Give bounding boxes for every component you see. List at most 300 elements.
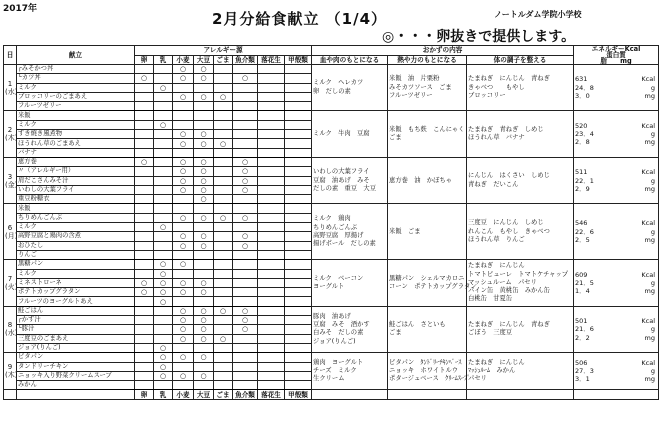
ingredient-line: チーズ ミルク bbox=[313, 367, 357, 375]
allergen-mark: ○ bbox=[173, 185, 194, 194]
allergen-header: 魚介類 bbox=[233, 55, 258, 65]
ingredient-line: 高野豆腐 厚揚げ bbox=[313, 231, 364, 239]
allergen-mark bbox=[135, 204, 154, 213]
allergen-mark bbox=[154, 250, 173, 259]
allergen-mark bbox=[135, 381, 154, 390]
nutrition-line bbox=[575, 317, 657, 325]
allergen-mark bbox=[135, 325, 154, 334]
allergen-mark bbox=[135, 102, 154, 111]
ingredient-line: 黒糖パン シェルマカロニ bbox=[389, 274, 465, 282]
allergen-mark bbox=[154, 325, 173, 334]
allergen-mark bbox=[173, 381, 194, 390]
nutrition-line bbox=[575, 219, 657, 227]
allergen-mark: ○ bbox=[233, 306, 258, 315]
allergen-mark bbox=[258, 334, 285, 343]
day-cell bbox=[4, 353, 17, 390]
allergen-mark bbox=[285, 241, 312, 250]
allergen-mark bbox=[214, 269, 233, 278]
nutrition-line bbox=[575, 325, 657, 333]
allergen-mark bbox=[214, 362, 233, 371]
allergen-mark: ○ bbox=[173, 353, 194, 362]
allergen-mark bbox=[258, 223, 285, 232]
allergen-mark bbox=[194, 102, 214, 111]
allergen-footer: 落花生 bbox=[258, 390, 285, 399]
school-name: ノートルダム学院小学校 bbox=[494, 10, 582, 19]
allergen-mark bbox=[214, 176, 233, 185]
allergen-mark bbox=[154, 148, 173, 157]
allergen-mark bbox=[194, 250, 214, 259]
ingredient-line: 豚肉 油あげ bbox=[313, 312, 351, 320]
nutrition-values bbox=[574, 204, 659, 260]
allergen-mark: ○ bbox=[194, 353, 214, 362]
allergen-mark bbox=[233, 278, 258, 287]
day-of-week: (木) bbox=[5, 371, 18, 380]
allergen-mark bbox=[285, 102, 312, 111]
allergen-mark: ○ bbox=[194, 278, 214, 287]
table-row bbox=[4, 204, 659, 213]
yellow-ingredients bbox=[388, 65, 467, 111]
dish-name: 重豆粉糖衣 bbox=[17, 195, 135, 204]
yellow-ingredients bbox=[388, 260, 477, 306]
allergen-header: 甲殻類 bbox=[285, 55, 312, 65]
footer-blank bbox=[17, 390, 135, 399]
green-ingredients bbox=[467, 111, 574, 157]
allergen-mark: ○ bbox=[214, 306, 233, 315]
allergen-mark bbox=[258, 353, 285, 362]
allergen-mark bbox=[285, 250, 312, 259]
ingredient-line: ﾏｯｼｭﾙｰﾑ みかん bbox=[468, 367, 516, 375]
allergen-mark: ○ bbox=[194, 288, 214, 297]
allergen-mark bbox=[154, 74, 173, 83]
allergen-mark bbox=[285, 157, 312, 166]
nutrition-value: 21．6 bbox=[575, 325, 594, 334]
ingredient-line: 米飯 油 片栗粉 bbox=[389, 75, 440, 83]
allergen-mark bbox=[285, 65, 312, 74]
nutrition-unit: mg bbox=[644, 287, 656, 296]
nutrition-unit: g bbox=[650, 130, 656, 139]
allergen-mark bbox=[214, 353, 233, 362]
allergen-mark bbox=[258, 185, 285, 194]
dish-name: 米飯 bbox=[17, 204, 135, 213]
nutrition-value: 3．0 bbox=[575, 91, 590, 100]
allergen-mark: ○ bbox=[173, 74, 194, 83]
nutrition-line bbox=[575, 375, 657, 383]
nutrition-value: 506 bbox=[575, 358, 588, 367]
ingredient-line: ミルク 牛肉 豆腐 bbox=[313, 130, 370, 138]
nutrition-unit: g bbox=[650, 367, 656, 376]
allergy-group-header: アレルギー源 bbox=[135, 46, 312, 56]
ingredient-line: たまねぎ にんじん bbox=[468, 358, 525, 366]
dish-name: 鮭ごはん bbox=[17, 306, 135, 315]
allergen-mark bbox=[173, 343, 194, 352]
ingredient-line: たまねぎ にんじん 青ねぎ bbox=[468, 75, 550, 83]
allergen-header: 落花生 bbox=[258, 55, 285, 65]
allergen-mark bbox=[258, 167, 285, 176]
allergen-footer: 乳 bbox=[154, 390, 173, 399]
allergen-mark bbox=[233, 250, 258, 259]
allergen-mark bbox=[258, 278, 285, 287]
red-group-header: 血や肉のもとになる bbox=[312, 55, 388, 65]
allergen-mark: ○ bbox=[214, 92, 233, 101]
allergen-mark: ○ bbox=[214, 213, 233, 222]
dish-name: ┌みそかつ丼 bbox=[17, 65, 135, 74]
allergen-mark: ○ bbox=[194, 371, 214, 380]
allergen-mark bbox=[214, 381, 233, 390]
allergen-mark bbox=[173, 204, 194, 213]
dish-name: ポテトカップグラタン bbox=[17, 288, 135, 297]
nutrition-values bbox=[574, 111, 659, 157]
ingredient-line: たまねぎ にんじん 青ねぎ bbox=[468, 321, 550, 329]
allergen-mark bbox=[258, 362, 285, 371]
red-ingredients bbox=[312, 157, 388, 203]
allergen-mark: ○ bbox=[194, 232, 214, 241]
nutrition-unit: Kcal bbox=[641, 75, 656, 84]
allergen-mark bbox=[154, 213, 173, 222]
ingredient-line: ブロッコリー bbox=[468, 91, 506, 99]
dish-name: りんご bbox=[17, 250, 135, 259]
nutrition-value: 631 bbox=[575, 75, 588, 84]
yellow-ingredients bbox=[388, 111, 467, 157]
allergen-mark bbox=[154, 195, 173, 204]
allergen-mark bbox=[285, 74, 312, 83]
nutrition-line bbox=[575, 84, 657, 92]
nutrition-values bbox=[574, 353, 659, 390]
allergen-mark bbox=[258, 269, 285, 278]
allergen-mark bbox=[214, 130, 233, 139]
allergen-footer: 魚介類 bbox=[233, 390, 258, 399]
allergen-mark bbox=[214, 120, 233, 129]
allergen-mark: ○ bbox=[233, 167, 258, 176]
allergen-mark: ○ bbox=[173, 157, 194, 166]
green-ingredients bbox=[467, 353, 574, 390]
allergen-header: 大豆 bbox=[194, 55, 214, 65]
allergen-mark: ○ bbox=[154, 269, 173, 278]
red-ingredients bbox=[312, 65, 388, 111]
allergen-mark bbox=[135, 92, 154, 101]
green-group-header: 体の調子を整える bbox=[467, 55, 574, 65]
allergen-mark: ○ bbox=[233, 325, 258, 334]
ingredients-group-header: おかずの内容 bbox=[312, 46, 574, 56]
nutrition-unit: mg bbox=[644, 91, 656, 100]
allergen-mark: ○ bbox=[233, 316, 258, 325]
ingredient-line: ちりめんごんぶ bbox=[313, 223, 358, 231]
allergen-mark bbox=[135, 297, 154, 306]
allergen-footer: 卵 bbox=[135, 390, 154, 399]
allergen-mark bbox=[214, 316, 233, 325]
allergen-mark: ○ bbox=[214, 139, 233, 148]
ingredient-line: 卵 だしの素 bbox=[313, 87, 351, 95]
nutrition-unit: g bbox=[650, 325, 656, 334]
allergen-mark bbox=[173, 223, 194, 232]
allergen-mark bbox=[135, 269, 154, 278]
allergen-mark: ○ bbox=[154, 343, 173, 352]
table-row bbox=[4, 111, 659, 120]
nutrition-unit: g bbox=[650, 278, 656, 287]
ingredient-line: きゃべつ もやし bbox=[468, 83, 525, 91]
green-ingredients bbox=[467, 260, 574, 306]
allergen-mark bbox=[258, 83, 285, 92]
allergen-mark: ○ bbox=[194, 306, 214, 315]
ingredient-line: にんじん はくさい しめじ bbox=[468, 172, 550, 180]
col-menu-header: 献立 bbox=[17, 46, 135, 65]
allergen-mark bbox=[135, 371, 154, 380]
dish-name: すき焼き風煮物 bbox=[17, 130, 135, 139]
allergen-mark bbox=[258, 157, 285, 166]
ingredient-line: ジョア(りんご) bbox=[313, 337, 356, 345]
nutrition-value: 24．8 bbox=[575, 83, 594, 92]
dish-name: フルーツゼリー bbox=[17, 102, 135, 111]
allergen-mark bbox=[258, 111, 285, 120]
dish-name: ミルク bbox=[17, 83, 135, 92]
nutrition-line bbox=[575, 177, 657, 185]
allergen-mark bbox=[233, 343, 258, 352]
green-ingredients bbox=[467, 157, 574, 203]
allergen-mark: ○ bbox=[135, 74, 154, 83]
allergen-mark bbox=[214, 195, 233, 204]
allergen-mark: ○ bbox=[194, 325, 214, 334]
allergen-mark bbox=[135, 213, 154, 222]
allergen-mark: ○ bbox=[194, 130, 214, 139]
allergen-mark: ○ bbox=[173, 65, 194, 74]
dish-name: ┌かす汁 bbox=[17, 316, 135, 325]
allergen-mark bbox=[135, 334, 154, 343]
allergen-mark bbox=[214, 167, 233, 176]
allergen-mark bbox=[285, 120, 312, 129]
allergen-mark bbox=[194, 381, 214, 390]
allergen-mark bbox=[258, 371, 285, 380]
nutrition-unit: g bbox=[650, 176, 656, 185]
dish-name: みかん bbox=[17, 381, 135, 390]
allergen-mark bbox=[173, 195, 194, 204]
dish-name: └豚汁 bbox=[17, 325, 135, 334]
allergen-mark bbox=[194, 120, 214, 129]
dish-name: いわしの大葉フライ bbox=[17, 185, 135, 194]
table-row bbox=[4, 306, 659, 315]
allergen-mark bbox=[154, 306, 173, 315]
allergen-mark bbox=[258, 260, 285, 269]
nutrition-value: 23．4 bbox=[575, 130, 594, 139]
allergen-mark bbox=[258, 316, 285, 325]
nutrition-unit: Kcal bbox=[641, 219, 656, 228]
allergen-mark bbox=[233, 83, 258, 92]
ingredient-line: ミルク ヘレカツ bbox=[313, 79, 364, 87]
ingredient-line: コーン ポテトカップグラタン bbox=[389, 282, 477, 290]
dish-name: ピタパン bbox=[17, 353, 135, 362]
nutrition-line bbox=[575, 228, 657, 236]
allergen-mark bbox=[135, 130, 154, 139]
allergen-mark bbox=[285, 167, 312, 176]
allergen-mark bbox=[285, 223, 312, 232]
allergen-header: ごま bbox=[214, 55, 233, 65]
allergen-mark: ○ bbox=[173, 92, 194, 101]
allergen-mark bbox=[285, 297, 312, 306]
allergen-mark bbox=[135, 167, 154, 176]
allergen-footer: ごま bbox=[214, 390, 233, 399]
day-number: 1 bbox=[7, 79, 13, 88]
allergen-mark bbox=[214, 157, 233, 166]
dish-name: ちりめんごんぶ bbox=[17, 213, 135, 222]
day-cell bbox=[4, 306, 17, 352]
red-ingredients bbox=[312, 353, 388, 390]
allergen-mark bbox=[154, 381, 173, 390]
nutrition-line bbox=[575, 359, 657, 367]
allergen-header: 卵 bbox=[135, 55, 154, 65]
allergen-mark bbox=[154, 167, 173, 176]
allergen-mark: ○ bbox=[154, 83, 173, 92]
nutrition-unit: mg bbox=[644, 138, 656, 147]
allergen-mark bbox=[135, 306, 154, 315]
ingredient-line: 鮭ごはん さといも bbox=[389, 321, 446, 329]
allergen-mark: ○ bbox=[194, 195, 214, 204]
allergen-mark bbox=[285, 232, 312, 241]
allergen-mark bbox=[258, 120, 285, 129]
allergen-mark bbox=[154, 241, 173, 250]
nutrition-header-line: エネルギーKcal bbox=[591, 45, 641, 53]
allergen-footer: 大豆 bbox=[194, 390, 214, 399]
ingredient-line: ニョッキ ホワイトルウ bbox=[389, 367, 459, 375]
ingredient-line: 三度豆 にんじん しめじ bbox=[468, 219, 544, 227]
allergen-mark bbox=[233, 130, 258, 139]
allergen-mark: ○ bbox=[154, 278, 173, 287]
allergen-mark bbox=[285, 325, 312, 334]
nutrition-line bbox=[575, 75, 657, 83]
allergen-mark bbox=[214, 371, 233, 380]
allergen-mark: ○ bbox=[194, 157, 214, 166]
allergen-mark bbox=[154, 316, 173, 325]
ingredient-line: たまねぎ 青ねぎ しめじ bbox=[468, 125, 544, 133]
table-row bbox=[4, 260, 659, 269]
dish-name: フルーツのヨーグルトあえ bbox=[17, 297, 135, 306]
allergen-mark: ○ bbox=[194, 334, 214, 343]
allergen-mark bbox=[135, 185, 154, 194]
allergen-mark bbox=[194, 111, 214, 120]
dish-name: ミルク bbox=[17, 223, 135, 232]
allergen-mark bbox=[194, 362, 214, 371]
allergen-mark bbox=[135, 316, 154, 325]
allergen-mark: ○ bbox=[173, 288, 194, 297]
nutrition-unit: Kcal bbox=[641, 121, 656, 130]
ingredient-line: ミルク 鶏肉 bbox=[313, 215, 351, 223]
allergen-mark bbox=[258, 297, 285, 306]
allergen-mark bbox=[233, 195, 258, 204]
day-number: 8 bbox=[7, 321, 13, 330]
ingredient-line: みそカツソース ごま bbox=[389, 83, 452, 91]
day-of-week: (水) bbox=[5, 329, 18, 338]
allergen-mark: ○ bbox=[173, 176, 194, 185]
allergen-mark bbox=[214, 343, 233, 352]
allergen-mark bbox=[214, 232, 233, 241]
allergen-mark bbox=[233, 288, 258, 297]
red-ingredients bbox=[312, 111, 388, 157]
allergen-mark: ○ bbox=[173, 278, 194, 287]
allergen-mark bbox=[285, 381, 312, 390]
allergen-mark bbox=[233, 92, 258, 101]
allergen-mark: ○ bbox=[194, 167, 214, 176]
nutrition-unit: Kcal bbox=[641, 358, 656, 367]
allergen-mark bbox=[258, 176, 285, 185]
nutrition-value: 501 bbox=[575, 317, 588, 326]
allergen-mark: ○ bbox=[135, 278, 154, 287]
ingredient-line: ヨーグルト bbox=[313, 282, 345, 290]
dish-name: 三度豆のごまあえ bbox=[17, 334, 135, 343]
allergen-mark bbox=[285, 316, 312, 325]
ingredient-line: いわしの大葉フライ bbox=[313, 168, 370, 176]
day-number: 7 bbox=[7, 274, 13, 283]
dish-name: タンドリーチキン bbox=[17, 362, 135, 371]
nutrition-line bbox=[575, 138, 657, 146]
footer-blank bbox=[388, 390, 467, 399]
allergen-mark bbox=[214, 102, 233, 111]
allergen-mark bbox=[258, 381, 285, 390]
ingredient-line: 揚げボール だしの素 bbox=[313, 240, 376, 248]
allergen-mark: ○ bbox=[233, 185, 258, 194]
allergen-mark bbox=[285, 185, 312, 194]
allergen-mark bbox=[154, 139, 173, 148]
allergen-mark bbox=[194, 297, 214, 306]
nutrition-value: 27．3 bbox=[575, 367, 594, 376]
allergen-mark bbox=[285, 306, 312, 315]
allergen-mark: ○ bbox=[233, 241, 258, 250]
dish-name: 米飯 bbox=[17, 111, 135, 120]
allergen-mark bbox=[233, 297, 258, 306]
allergen-mark bbox=[154, 176, 173, 185]
nutrition-header-line: 蛋白質 bbox=[606, 51, 626, 59]
ingredient-line: ピタパン ﾀﾝﾄﾞﾘｰﾁｷﾝﾍﾞｰｽ bbox=[389, 358, 462, 366]
allergen-mark bbox=[154, 185, 173, 194]
allergen-mark bbox=[258, 148, 285, 157]
day-of-week: (月) bbox=[5, 231, 18, 240]
allergen-mark bbox=[154, 334, 173, 343]
dish-name: ミルク bbox=[17, 269, 135, 278]
nutrition-line bbox=[575, 271, 657, 279]
nutrition-line bbox=[575, 130, 657, 138]
allergen-mark bbox=[214, 325, 233, 334]
ingredient-line: 生クリーム bbox=[313, 375, 345, 383]
allergen-mark bbox=[194, 269, 214, 278]
allergen-mark: ○ bbox=[173, 316, 194, 325]
allergen-mark bbox=[135, 232, 154, 241]
ingredient-line: ごぼう 三度豆 bbox=[468, 329, 513, 337]
allergen-mark bbox=[285, 288, 312, 297]
allergen-mark bbox=[154, 92, 173, 101]
allergen-mark: ○ bbox=[194, 139, 214, 148]
allergen-mark: ○ bbox=[135, 288, 154, 297]
allergen-mark bbox=[258, 92, 285, 101]
footer-blank bbox=[4, 390, 17, 399]
nutrition-value: 546 bbox=[575, 219, 588, 228]
nutrition-value: 609 bbox=[575, 270, 588, 279]
allergen-mark bbox=[135, 120, 154, 129]
allergen-mark bbox=[154, 65, 173, 74]
table-row bbox=[4, 65, 659, 74]
nutrition-unit: mg bbox=[644, 375, 656, 384]
allergen-mark bbox=[258, 102, 285, 111]
allergen-mark bbox=[214, 288, 233, 297]
allergen-mark bbox=[135, 176, 154, 185]
nutrition-line bbox=[575, 334, 657, 342]
table-row bbox=[4, 353, 659, 362]
allergen-mark bbox=[214, 83, 233, 92]
allergen-mark bbox=[285, 204, 312, 213]
footer-blank bbox=[312, 390, 388, 399]
allergen-mark bbox=[258, 325, 285, 334]
allergen-mark bbox=[135, 241, 154, 250]
allergen-mark bbox=[194, 260, 214, 269]
allergen-mark: ○ bbox=[194, 74, 214, 83]
day-cell bbox=[4, 65, 17, 111]
allergen-mark: ○ bbox=[194, 213, 214, 222]
allergen-mark bbox=[173, 250, 194, 259]
